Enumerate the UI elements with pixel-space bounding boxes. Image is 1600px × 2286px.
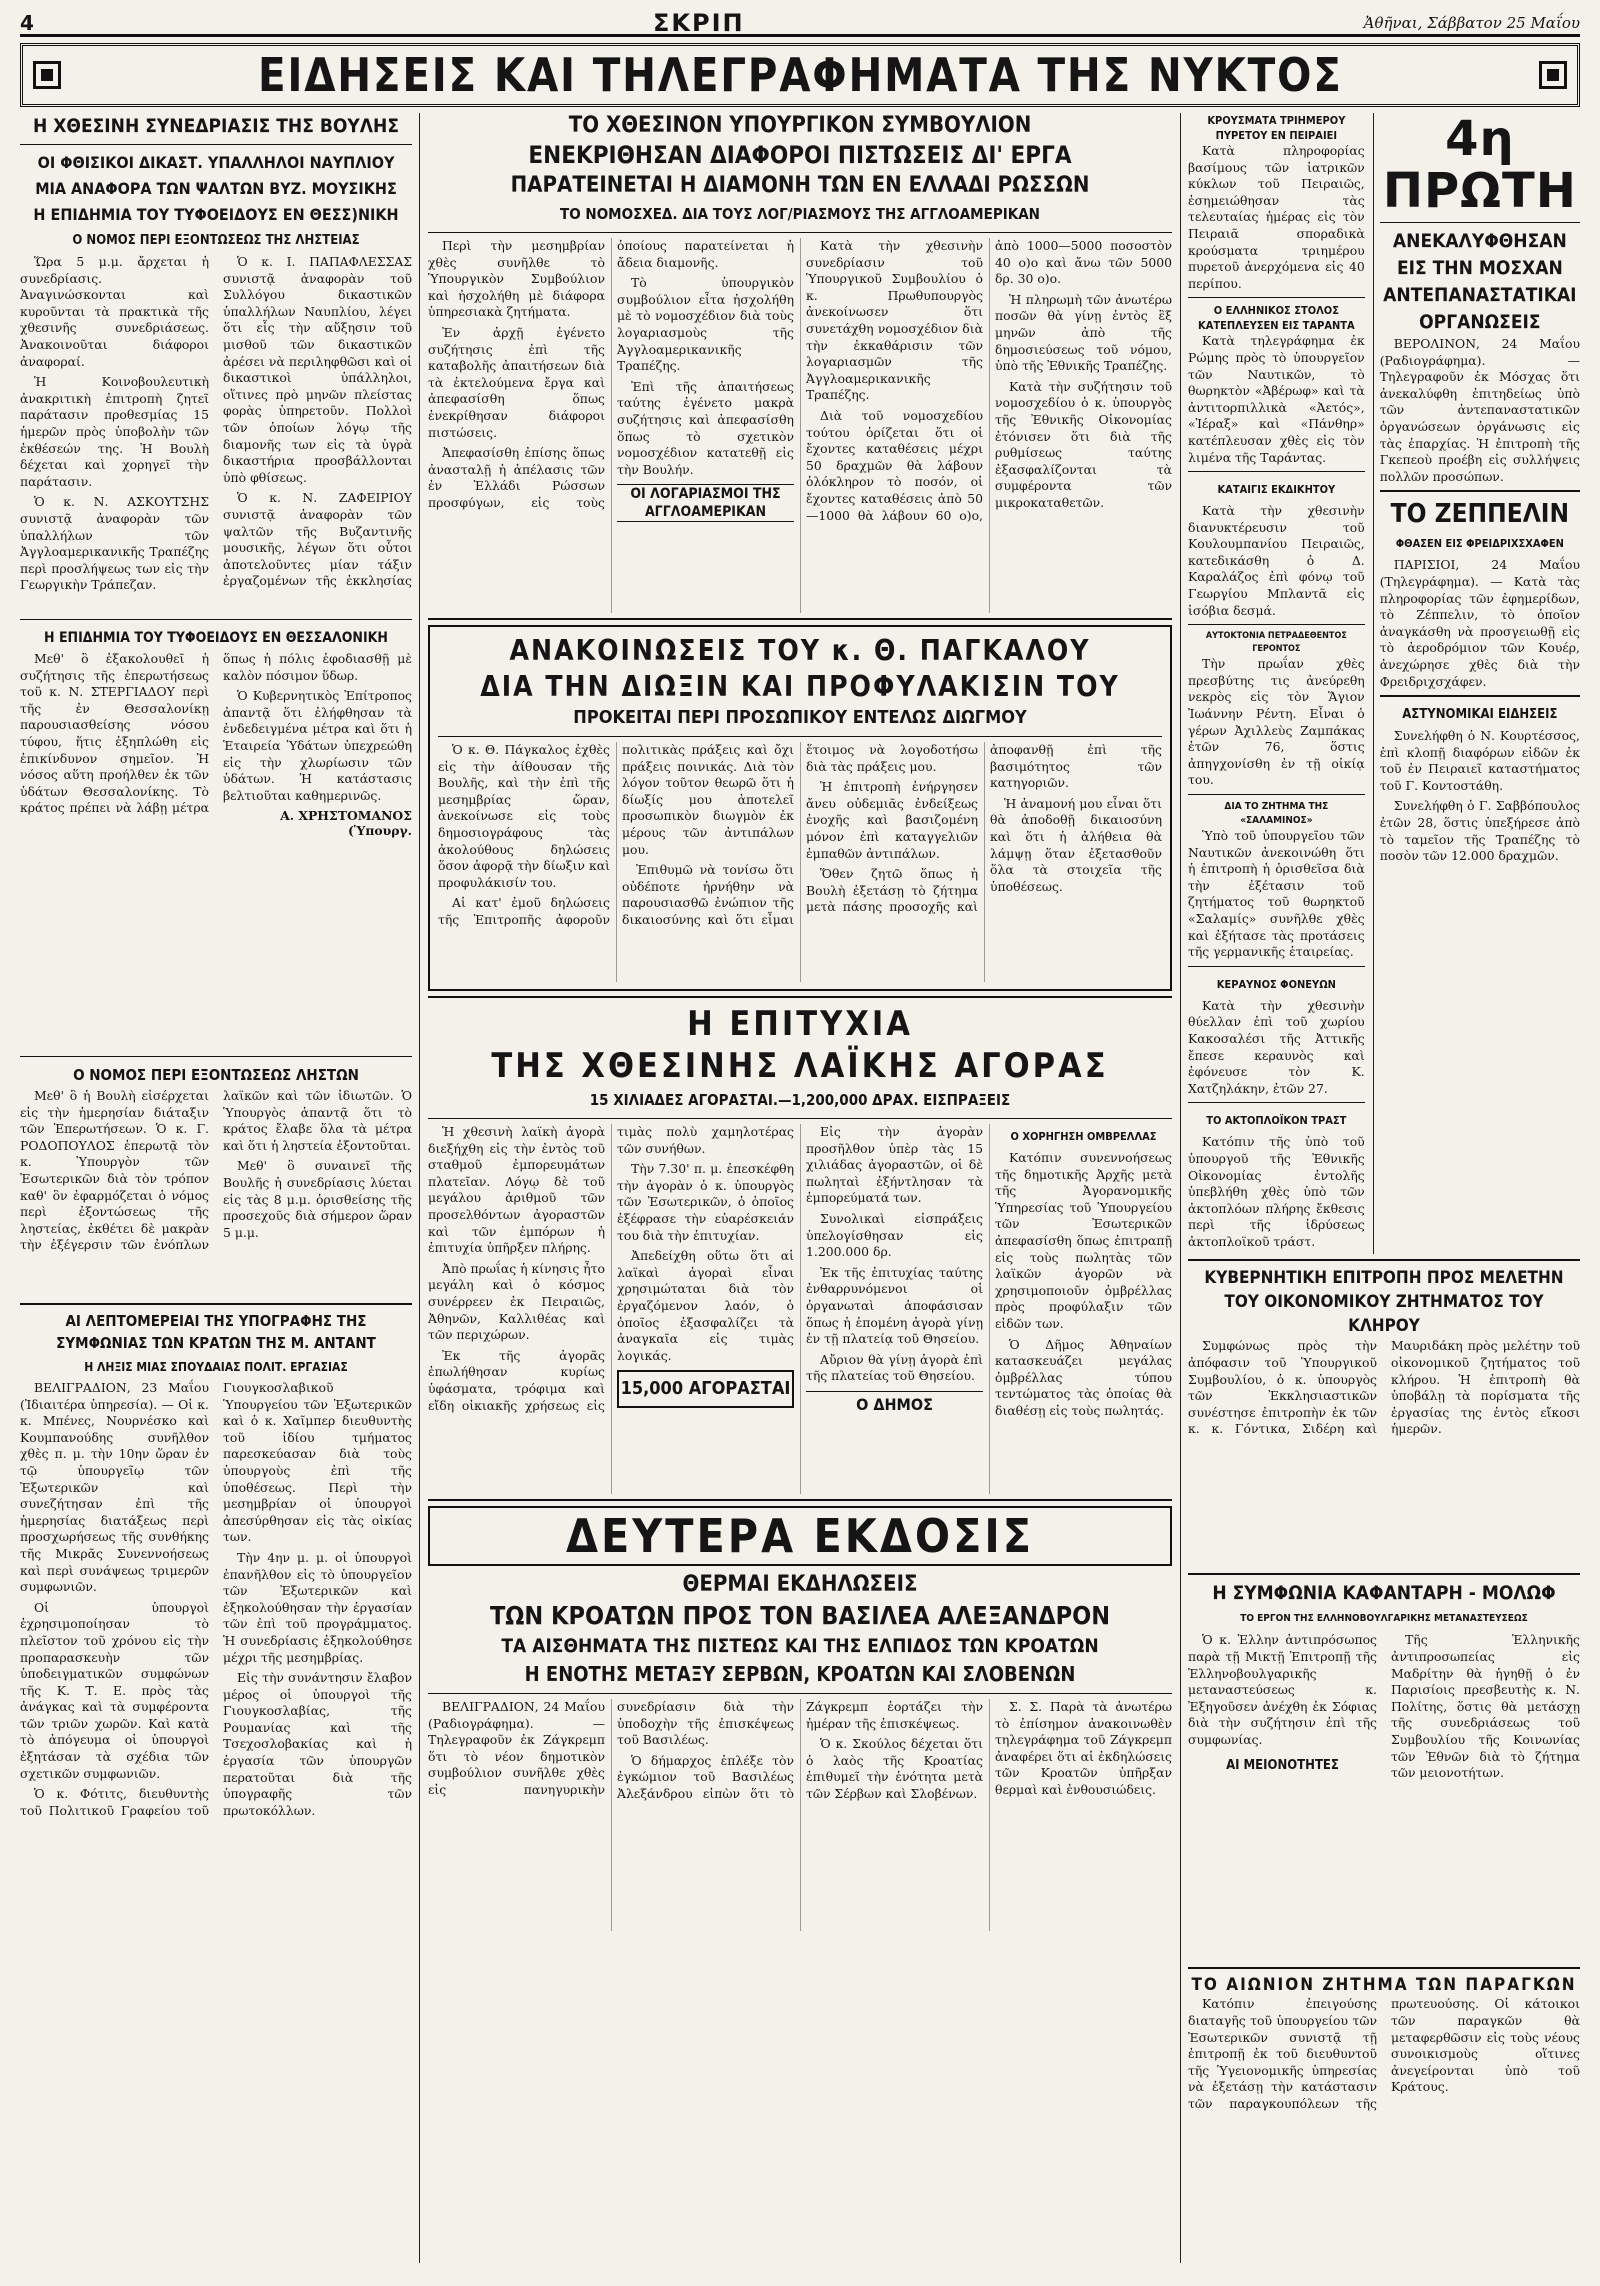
headline: ΤΗΣ ΧΘΕΣΙΝΗΣ ΛΑΪΚΗΣ ΑΓΟΡΑΣ <box>491 1046 1109 1086</box>
article-paragraph: Ὁ δήμαρχος ἐπλέξε τὸν ἐγκώμιον τοῦ Βασιλέως Ἀλεξάνδρου εἰπὼν ὅτι τὸ Ζάγκρεμπ ἑορτάζει τὴν ἡμέραν τῆς ἐπισκέψεως. <box>617 1699 983 1801</box>
headline: ΤΩΝ ΚΡΟΑΤΩΝ ΠΡΟΣ ΤΟΝ ΒΑΣΙΛΕΑ ΑΛΕΞΑΝΔΡΟΝ <box>489 1601 1111 1630</box>
ornament-square-icon <box>33 61 61 89</box>
subheadline: ΑΣΤΥΝΟΜΙΚΑΙ ΕΙΔΗΣΕΙΣ <box>1402 707 1558 723</box>
headline: ΑΝΕΚΑΛΥΦΘΗΣΑΝ ΕΙΣ ΤΗΝ ΜΟΣΧΑΝ ΑΝΤΕΠΑΝΑΣΤΑΤΙΚΑΙ ΟΡΓΑΝΩΣΕΙΣ <box>1383 230 1577 333</box>
headline: ΠΑΡΑΤΕΙΝΕΤΑΙ Η ΔΙΑΜΟΝΗ ΤΩΝ ΕΝ ΕΛΛΑΔΙ ΡΩΣΣΩΝ <box>510 173 1090 198</box>
article-paragraph: Κατὰ τὴν χθεσινὴν συνεδρίασιν τοῦ Ὑπουργικοῦ Συμβουλίου ὁ κ. Πρωθυπουργὸς ἀνεκοίνωσεν ὅτι συνετάχθη νομοσχέδιον διὰ τὴν ἐκκαθάρισιν τῶν λογαριασμῶν τῆς Ἀγγλοαμερικανικῆς Τραπέζης. <box>806 238 983 403</box>
subheadline: ΤΟ ΕΡΓΟΝ ΤΗΣ ΕΛΛΗΝΟΒΟΥΛΓΑΡΙΚΗΣ ΜΕΤΑΝΑΣΤΕΥΣΕΩΣ <box>1240 1613 1528 1625</box>
subheadline: Ο ΕΛΛΗΝΙΚΟΣ ΣΤΟΛΟΣ ΚΑΤΕΠΛΕΥΣΕΝ ΕΙΣ ΤΑΡΑΝΤΑ <box>1198 304 1355 333</box>
article-paragraph: Μεθ' ὃ συναινεῖ τῆς Βουλῆς ἡ συνεδρίασις λύεται εἰς τὰς 8 μ.μ. ὁρισθείσης τῆς προσεχοῦς διὰ σήμερον ὥραν 5 μ.μ. <box>223 1158 412 1240</box>
subheadline: ΟΙ ΦΘΙΣΙΚΟΙ ΔΙΚΑΣΤ. ΥΠΑΛΛΗΛΟΙ ΝΑΥΠΛΙΟΥ <box>37 153 395 172</box>
article-paragraph: Ὑπὸ τοῦ ὑπουργεῖου τῶν Ναυτικῶν ἀνεκοινώθη ὅτι ἡ ἐπιτροπὴ ἡ ὁρισθεῖσα διὰ τὴν ἐξέτασιν τοῦ ζητήματος τοῦ θωρηκτοῦ «Σαλαμίς» συνῆλθε χθὲς καὶ ἐξήτασε τὰς προτάσεις τῆς γερμανικῆς ἑταιρείας. <box>1188 828 1365 960</box>
headline: ΘΕΡΜΑΙ ΕΚΔΗΛΩΣΕΙΣ <box>682 1572 918 1597</box>
article-paragraph: Εἰς τὴν ἀγορὰν προσῆλθον ὑπὲρ τὰς 15 χιλιάδας ἀγοραστῶν, οἱ δὲ πωληταὶ ἐξήντλησαν τὰ ἐμπορεύματά των. <box>806 1124 983 1206</box>
article-paragraph: Συνελήφθη ὁ Γ. Σαββόπουλος ἐτῶν 28, ὅστις ὑπεξήρεσε ἀπὸ τὸ ταμεῖον τῆς Τραπέζης τὸ ποσὸν τῶν 12.000 δραχμῶν. <box>1379 798 1580 864</box>
headline: ΤΑ ΑΙΣΘΗΜΑΤΑ ΤΗΣ ΠΙΣΤΕΩΣ ΚΑΙ ΤΗΣ ΕΛΠΙΔΟΣ ΤΩΝ ΚΡΟΑΤΩΝ <box>501 1635 1099 1657</box>
headline: Η ΧΘΕΣΙΝΗ ΣΥΝΕΔΡΙΑΣΙΣ ΤΗΣ ΒΟΥΛΗΣ <box>32 115 400 137</box>
subheadline: Η ΕΠΙΔΗΜΙΑ ΤΟΥ ΤΥΦΟΕΙΔΟΥΣ ΕΝ ΘΕΣΣ)ΝΙΚΗ <box>33 205 399 224</box>
masthead-title: ΣΚΡΙΠ <box>652 9 745 37</box>
boxed-heading <box>617 1370 794 1408</box>
article-paragraph: Ἐκ τῆς ἀγορᾶς ἐπωλήθησαν κυρίως ὑφάσματα, τρόφιμα καὶ εἴδη οἰκιακῆς χρήσεως εἰς τιμὰς πολὺ χαμηλοτέρας τῶν συνήθων. <box>428 1124 794 1413</box>
article-paragraph: Ὁ κ. Φότιτς, διευθυντὴς τοῦ Πολιτικοῦ Γραφείου τοῦ Γιουγκοσλαβικοῦ Ὑπουργείου τῶν Ἐξωτερικῶν καὶ ὁ κ. Χαῖμπερ διευθυντὴς τοῦ ἰδίου τμήματος παρεσκεύασαν διὰ τοὺς ὑπουργοὺς ἐπὶ τῆς ὑποθέσεως. Περὶ τὴν μεσημβρίαν οἱ ὑπουργοὶ ἀπεσύρθησαν εἰς τὰς οἰκίας των. <box>20 1380 412 1818</box>
pangalos-box <box>428 625 1172 991</box>
headline: 15,000 ΑΓΟΡΑΣΤΑΙ <box>620 1378 791 1400</box>
fourth-edition-block <box>1373 113 1580 1254</box>
subheadline: ΑΥΤΟΚΤΟΝΙΑ ΠΕΤΡΑΔΕΘΕΝΤΟΣ ΓΕΡΟΝΤΟΣ <box>1205 631 1347 655</box>
article-paragraph: Τὸ ὑπουργικὸν συμβούλιον εἶτα ἠσχολήθη μὲ τὸ νομοσχέδιον διὰ τοὺς λογαριασμοὺς τῆς Ἀγγλοαμερικανικῆς Τραπέζης. <box>617 275 794 374</box>
article-paragraph: Ἐπὶ τῆς ἀπαιτήσεως ταύτης ἐγένετο μακρὰ συζήτησις καὶ ἀπεφασίσθη ὅπως τὸ σχετικὸν νομοσχέδιον κατατεθῇ εἰς τὴν Βουλήν. <box>617 378 794 477</box>
article-paragraph: ΠΑΡΙΣΙΟΙ, 24 Μαΐου (Τηλεγράφημα). — Κατὰ τὰς πληροφορίας τῶν ἐφημερίδων, τὸ Ζέππελιν, τὸ ὁποῖον ἀναγκάσθη νὰ προσγειωθῇ εἰς τὸ ἀεροδρόμιον τῶν Κουέρ, ἀνεχώρησε χθὲς διὰ τὴν Φρειδριχσχάφεν. <box>1379 557 1580 689</box>
subheadline: ΜΙΑ ΑΝΑΦΟΡΑ ΤΩΝ ΨΑΛΤΩΝ ΒΥΖ. ΜΟΥΣΙΚΗΣ <box>35 179 397 198</box>
fourth-edition-label: 4η ΠΡΩΤΗ <box>1382 113 1577 219</box>
center-column <box>428 113 1172 1931</box>
subheadline: ΤΟ ΝΟΜΟΣΧΕΔ. ΔΙΑ ΤΟΥΣ ΛΟΓ/ΡΙΑΣΜΟΥΣ ΤΗΣ ΑΓΓΛΟΑΜΕΡΙΚΑΝ <box>560 205 1040 223</box>
banner-title: ΕΙΔΗΣΕΙΣ ΚΑΙ ΤΗΛΕΓΡΑΦΗΜΑΤΑ ΤΗΣ ΝΥΚΤΟΣ <box>257 48 1343 102</box>
article-paragraph: Ἐπιθυμῶ νὰ τονίσω ὅτι οὐδέποτε ἠρνήθην νὰ παρουσιασθῶ ἐνώπιον τῆς δικαιοσύνης καὶ ὅτι εἶμαι ἕτοιμος νὰ λογοδοτήσω διὰ τὰς πράξεις μου. <box>622 742 978 927</box>
article-paragraph: Περὶ τὴν μεσημβρίαν χθὲς συνῆλθε τὸ Ὑπουργικὸν Συμβούλιον καὶ ἠσχολήθη μὲ διάφορα ὑπηρεσιακὰ ζητήματα. <box>428 238 605 320</box>
article-paragraph: Συνολικαὶ εἰσπράξεις ὑπελογίσθησαν εἰς 1.200.000 δρ. <box>806 1210 983 1260</box>
article-paragraph: Αὔριον θὰ γίνῃ ἀγορὰ ἐπὶ τῆς πλατείας τοῦ Θησείου. <box>806 1351 983 1384</box>
article-paragraph: Τῆς Ἑλληνικῆς ἀντιπροσωπείας εἰς Μαδρίτην θὰ ἡγηθῇ ὁ ἐν Παρισίοις πρεσβευτὴς κ. Ν. Πολίτης, ὅστις θὰ μετάσχῃ τῆς συνεδριάσεως τοῦ Συμβουλίου τῆς Κοινωνίας τῶν Ἐθνῶν διὰ τὸ ζήτημα τῶν μειονοτήτων. <box>1391 1632 1580 1781</box>
article-paragraph: ΒΕΡΟΛΙΝΟΝ, 24 Μαΐου (Ραδιογράφημα). — Τηλεγραφοῦν ἐκ Μόσχας ὅτι ἀνεκαλύφθη ἐπιτηδείως ὑπὸ τῶν ἀντεπαναστατικῶν ὀργανώσεων ὀργάνωσις εἰς τὰς ἐπαρχίας. Ἡ ἐπιτροπὴ τῆς Γκεπεοὺ προέβη εἰς συλλήψεις πολλῶν προσώπων. <box>1379 336 1580 484</box>
article-paragraph: Ὁ Δῆμος Ἀθηναίων κατασκευάζει μεγάλας ὀμβρέλλας τύπου τεντώματος τὰς ὁποίας θὰ διαθέσῃ εἰς τοὺς πωλητάς. <box>995 1336 1172 1418</box>
article-paragraph: Ὁ κ. Ι. ΠΑΠΑΦΛΕΣΣΑΣ συνιστᾷ ἀναφορὰν τοῦ Συλλόγου δικαστικῶν ὑπαλλήλων Ναυπλίου, λέγει ὅτι εἷς τὴν αὔξησιν τοῦ μισθοῦ τῶν δικαστικῶν ἀρέσει νὰ περιληφθῶσι καὶ οἱ δικαστικοὶ ὑπάλληλοι, οἵτινες πρὸ μηνῶν πλείστας φορὰς ὑπηρετοῦν. Πολλοὶ τῶν ὁποίων λόγῳ τῆς διαμονῆς των εἰς τὰ ὑγρὰ δικαστήρια προσβάλλονται ὑπὸ φθίσεως. <box>223 254 412 485</box>
headline: ΚΥΒΕΡΝΗΤΙΚΗ ΕΠΙΤΡΟΠΗ ΠΡΟΣ ΜΕΛΕΤΗΝ ΤΟΥ ΟΙΚΟΝΟΜΙΚΟΥ ΖΗΤΗΜΑΤΟΣ ΤΟΥ ΚΛΗΡΟΥ <box>1204 1268 1564 1337</box>
article-paragraph: Ἡ πληρωμὴ τῶν ἀνωτέρω ποσῶν θὰ γίνῃ ἐντὸς ἓξ μηνῶν ἀπὸ τῆς δημοσιεύσεως τοῦ νόμου, ὑπὸ τῆς Ἐθνικῆς Τραπέζης. <box>995 291 1172 374</box>
article-paragraph: ΒΕΛΙΓΡΑΔΙΟΝ, 23 Μαΐου (Ἰδιαιτέρα ὑπηρεσία). — Οἱ κ. κ. Μπένες, Νουρνέσκο καὶ Κουμπανούδης συνῆλθον χθὲς π. μ. τὴν 10ην ὥραν ἐν τῷ ὑπουργεῖῳ τῶν Ἐξωτερικῶν καὶ συνεζήτησαν ἐπὶ τῆς ἡμερησίας διατάξεως περὶ προσχωρήσεως τῆς συνθήκης τῆς Μικρᾶς Συνεννοήσεως καὶ περὶ συνάψεως τριμερῶν συμφωνιῶν. <box>20 1380 209 1595</box>
article-paragraph: Τὴν πρωΐαν χθὲς πρεσβύτης τις ἀνεύρεθη νεκρὸς εἰς τὸν Ἅγιον Ἰωάννην Ρέντη. Εἶναι ὁ γέρων Ἀχιλλεὺς Ζαμπάκας ἐτῶν 76, ὅστις ἀπηγχονίσθη ἐν τῇ οἰκίᾳ του. <box>1188 656 1365 788</box>
date-line: Ἀθῆναι, Σάββατον 25 Μαΐου <box>1363 14 1580 32</box>
headline: Η ΣΥΜΦΩΝΙΑ ΚΑΦΑΝΤΑΡΗ - ΜΟΛΩΦ <box>1212 1582 1556 1605</box>
article-paragraph: Ὅθεν ζητῶ ὅπως ἡ Βουλὴ ἐξετάσῃ τὸ ζήτημα μετὰ πάσης προσοχῆς καὶ ἀποφανθῇ ἐπὶ τῆς βασιμότητος τῶν κατηγοριῶν. <box>806 742 1162 915</box>
article-paragraph: Οἱ ὑπουργοὶ ἐχρησιμοποίησαν τὸ πλεῖστον τοῦ χρόνου εἰς τὴν προπαρασκευὴν τῶν ὑποδειγματικῶν συμφώνων τῆς Κ. Τ. Ε. πρὸς τὰς ἀνάγκας καὶ τὰ συμφέροντα τῶν τριῶν χωρῶν. Καὶ κατὰ τὸ ἀπόγευμα οἱ ὑπουργοὶ ἐξητάσαν τὰ σχέδια τῶν σχετικῶν συμφωνιῶν. <box>20 1599 209 1781</box>
article-paragraph: Ἡ ἀναμονή μου εἶναι ὅτι θὰ ἀποδοθῇ δικαιοσύνη καὶ ὅτι ἡ ἀλήθεια θὰ λάμψῃ ὅταν ἐξετασθοῦν ὅλα τὰ στοιχεῖα τῆς ὑποθέσεως. <box>990 795 1162 894</box>
subheadline: Ο ΝΟΜΟΣ ΠΕΡΙ ΕΞΟΝΤΩΣΕΩΣ ΤΗΣ ΛΗΣΤΕΙΑΣ <box>72 233 360 248</box>
article-paragraph: Κατὰ τὴν χθεσινὴν διανυκτέρευσιν τοῦ Κουλουμπανίου Πειραιῶς, κατεδικάσθη ὁ Δ. Καραλάζος ἐπὶ φόνῳ τοῦ Γεωργίου Μπλαντᾶ εἰς ἰσόβια δεσμά. <box>1188 503 1365 618</box>
page-number: 4 <box>20 11 34 35</box>
article-paragraph: Ὥρα 5 μ.μ. ἄρχεται ἡ συνεδρίασις. Ἀναγινώσκονται καὶ κυροῦνται τὰ πρακτικὰ τῆς χθεσινῆς συνεδριάσεως. Ἀνακοινοῦται διάφοροι ἀναφοραί. <box>20 254 209 369</box>
headline: ΑΝΑΚΟΙΝΩΣΕΙΣ ΤΟΥ κ. Θ. ΠΑΓΚΑΛΟΥ <box>509 634 1091 667</box>
headline: ΕΝΕΚΡΙΘΗΣΑΝ ΔΙΑΦΟΡΟΙ ΠΙΣΤΩΣΕΙΣ ΔΙ' ΕΡΓΑ <box>528 141 1072 169</box>
masthead <box>20 9 1580 37</box>
article-paragraph: Τὴν 4ην μ. μ. οἱ ὑπουργοὶ ἐπανῆλθον εἰς τὸ ὑπουργεῖον τῶν Ἐξωτερικῶν καὶ ἐξηκολούθησαν τὴν ἐργασίαν τῶν ἐπὶ τοῦ προγράμματος. Ἡ συνεδρίασις ἐξηκολούθησε μέχρι τῆς μεσημβρίας. <box>223 1549 412 1665</box>
article-paragraph: Αἱ κατ' ἐμοῦ δηλώσεις τῆς Ἐπιτροπῆς ἀφοροῦν πολιτικὰς πράξεις καὶ ὄχι πράξεις ποινικάς. Διὰ τὸν λόγον τοῦτον θεωρῶ ὅτι ἡ δίωξίς μου ἀποτελεῖ προσωπικὸν διωγμὸν ἐκ μέρους τῶν ἀντιπάλων μου. <box>438 742 794 927</box>
right-top <box>1188 113 1580 1254</box>
subheadline: ΑΙ ΜΕΙΟΝΟΤΗΤΕΣ <box>1226 1757 1339 1773</box>
article-paragraph: Κατόπιν ἐπειγούσης διαταγῆς τοῦ ὑπουργείου τῶν Ἐσωτερικῶν συνιστᾷ τῇ ἐπιτροπῇ ἐκ τοῦ διευθυντοῦ τῆς Ὑγειονομικῆς ὑπηρεσίας νὰ ἐξετάσῃ τὴν κατάστασιν τῶν παραγκουπόλεων τῆς πρωτευούσης. Οἱ κάτοικοι τῶν παραγκῶν θὰ μεταφερθῶσιν εἰς τοὺς νέους συνοικισμοὺς οἵτινες ἀνεγείρονται ὑπὸ τοῦ Κράτους. <box>1188 1996 1580 2112</box>
article-paragraph: Ὁ κ. Σκούλος δέχεται ὅτι ὁ λαὸς τῆς Κροατίας ἐπιθυμεῖ τὴν ἑνότητα μετὰ τῶν Σέρβων καὶ Σλοβένων. <box>806 1736 983 1801</box>
left-column <box>20 113 412 1940</box>
article-paragraph: Ἀπὸ πρωΐας ἡ κίνησις ἦτο μεγάλη καὶ ὁ κόσμος συνέρρεεν ἐκ Πειραιῶς, Ἀθηνῶν, Καλλιθέας καὶ τῶν περιχώρων. <box>428 1260 605 1343</box>
subheadline: Ο ΝΟΜΟΣ ΠΕΡΙ ΕΞΟΝΤΩΣΕΩΣ ΛΗΣΤΩΝ <box>73 1066 359 1084</box>
headline: Η ΕΝΟΤΗΣ ΜΕΤΑΞΥ ΣΕΡΒΩΝ, ΚΡΟΑΤΩΝ ΚΑΙ ΣΛΟΒΕΝΩΝ <box>524 1662 1076 1686</box>
article-paragraph: Κατὰ τηλεγράφημα ἐκ Ρώμης πρὸς τὸ ὑπουργεῖον τῶν Ναυτικῶν, τὸ θωρηκτὸν «Ἀβέρωφ» καὶ τὰ ἀντιτορπιλλικὰ «Ἀετός», «Ἱέραξ» καὶ «Πάνθηρ» κατέπλευσαν χθὲς εἰς τὸν λιμένα τῆς Ταράντας. <box>1188 333 1365 465</box>
article-paragraph: Ἐκ τῆς ἐπιτυχίας ταύτης ἐνθαρρυνόμενοι οἱ ὀργανωταὶ ἀποφάσισαν ὅπως ἡ ἑπομένη ἀγορὰ γίνῃ ἐν τῇ πλατείᾳ τοῦ Θησείου. <box>806 1264 983 1347</box>
subheadline: ΠΡΟΚΕΙΤΑΙ ΠΕΡΙ ΠΡΟΣΩΠΙΚΟΥ ΕΝΤΕΛΩΣ ΔΙΩΓΜΟΥ <box>573 707 1027 728</box>
columns <box>20 113 1580 2263</box>
subheadline: Η ΛΗΞΙΣ ΜΙΑΣ ΣΠΟΥΔΑΙΑΣ ΠΟΛΙΤ. ΕΡΓΑΣΙΑΣ <box>84 1360 348 1374</box>
article-paragraph: Εἰς τὴν συνάντησιν ἔλαβον μέρος οἱ ὑπουργοὶ τῆς Γιουγκοσλαβίας, τῆς Ρουμανίας καὶ τῆς Τσεχοσλοβακίας καὶ ἡ ἐργασία τῶν ὑπουργῶν περατοῦται διὰ τῆς ὑπογραφῆς τῶν πρωτοκόλλων. <box>223 1670 412 1818</box>
article-paragraph: Συνελήφθη ὁ Ν. Κουρτέσσος, ἐπὶ κλοπῇ διαφόρων εἰδῶν ἐκ τοῦ ἐν Πειραιεῖ καταστήματος τοῦ Γ. Κοντοστάθη. <box>1379 728 1580 793</box>
subheadline: ΤΟ ΑΚΤΟΠΛΟΪΚΟΝ ΤΡΑΣΤ <box>1206 1114 1347 1128</box>
headline: ΤΟ ΑΙΩΝΙΟΝ ΖΗΤΗΜΑ ΤΩΝ ΠΑΡΑΓΚΩΝ <box>1191 1975 1577 1996</box>
signature: Α. ΧΡΗΣΤΟΜΑΝΟΣ (Ὑπουργ. <box>280 808 412 839</box>
article-paragraph: Κατὰ τὴν χθεσινὴν θύελλαν ἐπὶ τοῦ χωρίου Κακοσαλέσι τῆς Ἀττικῆς ἔπεσε κεραυνὸς καὶ ἐφόνευσε τὸν Κ. Χατζηλάκην, ἐτῶν 27. <box>1188 997 1365 1096</box>
subheadline: Η ΕΠΙΔΗΜΙΑ ΤΟΥ ΤΥΦΟΕΙΔΟΥΣ ΕΝ ΘΕΣΣΑΛΟΝΙΚΗ <box>44 630 388 646</box>
article-paragraph: Μεθ' ὃ ἡ Βουλὴ εἰσέρχεται εἰς τὴν ἡμερησίαν διάταξιν τῶν Ἐπερωτήσεων. Ὁ κ. Γ. ΡΟΔΟΠΟΥΛΟΣ ἐπερωτᾷ τὸν κ. Ὑπουργὸν τῶν Ἐσωτερικῶν διὰ τὸν τρόπον καθ' ὃν ἐφαρμόζεται ὁ νόμος περὶ ἐξοντώσεως τῆς ληστείας, ἐκθέτει δὲ μακρὰν τὴν ἐξέγερσιν τῶν ἐνόπλων λαϊκῶν καὶ τῶν ἰδιωτῶν. Ὁ Ὑπουργὸς ἀπαντᾷ ὅτι τὸ κράτος ἔλαβε ὅλα τὰ μέτρα καὶ ὅτι ἡ ληστεία ἐξοντοῦται. <box>20 1088 412 1253</box>
newspaper-page <box>20 9 1580 2262</box>
subheadline: ΚΕΡΑΥΝΟΣ ΦΟΝΕΥΩΝ <box>1216 977 1336 991</box>
article-paragraph: Κατὰ πληροφορίας βασίμους τῶν ἰατρικῶν κύκλων τοῦ Πειραιῶς, ἐσημειώθησαν τὰς τελευταίας ἡμέρας εἰς τὸν Πειραιᾶ σποραδικὰ κρούσματα τριημέρου πυρετοῦ ἀνερχόμενα εἰς 40 περίπου. <box>1188 143 1365 291</box>
article-paragraph: Συμφώνως πρὸς τὴν ἀπόφασιν τοῦ Ὑπουργικοῦ Συμβουλίου, ὁ κ. ὑπουργὸς τῶν Ἐκκλησιαστικῶν συνέστησε ἐπιτροπὴν ἐκ τῶν κ. κ. Γόντικα, Σιδέρη καὶ Μαυριδάκη πρὸς μελέτην τοῦ οἰκονομικοῦ ζητήματος τοῦ κλήρου. Ἡ ἐπιτροπὴ θὰ ὑποβάλῃ τὰ πορίσματα τῆς ἐργασίας της ἐντὸς εἴκοσι ἡμερῶν. <box>1188 1338 1580 1437</box>
article-paragraph: Κατόπιν τῆς ὑπὸ τοῦ ὑπουργοῦ τῆς Ἐθνικῆς Οἰκονομίας ἐντολῆς ὑπεβλήθη χθὲς ὑπὸ τῶν ἀκτοπλόων πλήρης ἔκθεσις περὶ τῆς ἱδρύσεως ἀκτοπλοϊκοῦ τράστ. <box>1188 1134 1365 1249</box>
article-paragraph: Ἡ Κοινοβουλευτικὴ ἀνακριτικὴ ἐπιτροπὴ ζητεῖ παράτασιν προθεσμίας 15 ἡμερῶν πρὸς ὑποβολὴν τῶν ἐκθέσεών της. Ἡ Βουλὴ δέχεται καὶ χορηγεῖ τὴν παράτασιν. <box>20 374 209 489</box>
headline: ΤΟ ΖΕΠΠΕΛΙΝ <box>1390 499 1570 530</box>
section-banner <box>20 43 1580 107</box>
article-paragraph: Τὴν 7.30' π. μ. ἐπεσκέφθη τὴν ἀγορὰν ὁ κ. ὑπουργὸς τῶν Ἐσωτερικῶν, ὁ ὁποῖος ἐξέφρασε τὴν εὐαρέσκειάν του διὰ τὴν ἐπιτυχίαν. <box>617 1161 794 1243</box>
headline: ΤΟ ΧΘΕΣΙΝΟΝ ΥΠΟΥΡΓΙΚΟΝ ΣΥΜΒΟΥΛΙΟΝ <box>568 113 1032 138</box>
article-paragraph: Ὁ κ. Ν. ΑΣΚΟΥΤΣΗΣ συνιστᾷ ἀναφορὰν τῶν ὑπαλλήλων τῶν Ἀγγλοαμερικανικῆς Τραπέζης περὶ προσλήψεως των εἰς τὴν Γεωργικὴν Τράπεζαν. <box>20 494 209 593</box>
article-paragraph: Μεθ' ὃ ἐξακολουθεῖ ἡ συζήτησις τῆς ἐπερωτήσεως τοῦ κ. Ν. ΣΤΕΡΓΙΑΔΟΥ περὶ τῆς ἐν Θεσσαλονίκῃ παρουσιασθείσης νόσου τύφου, ἥτις ἐξηπλώθη εἰς ἐπικίνδυνον σημεῖον. Ἡ νόσος αὕτη προήλθεν ἐκ τῶν ὑδάτων Θεσσαλονίκης. Τὸ κράτος πρέπει νὰ λάβῃ μέτρα ὅπως ἡ πόλις ἐφοδιασθῇ μὲ καλὸν πόσιμον ὕδωρ. <box>20 651 412 816</box>
subheadline: 15 ΧΙΛΙΑΔΕΣ ΑΓΟΡΑΣΤΑΙ.—1,200,000 ΔΡΑΧ. ΕΙΣΠΡΑΞΕΙΣ <box>589 1091 1011 1109</box>
right-column <box>1188 113 1580 2186</box>
headline: ΑΙ ΛΕΠΤΟΜΕΡΕΙΑΙ ΤΗΣ ΥΠΟΓΡΑΦΗΣ ΤΗΣ ΣΥΜΦΩΝΙΑΣ ΤΩΝ ΚΡΑΤΩΝ ΤΗΣ Μ. ΑΝΤΑΝΤ <box>56 1312 376 1352</box>
subheadline: ΔΙΑ ΤΟ ΖΗΤΗΜΑ ΤΗΣ «ΣΑΛΑΜΙΝΟΣ» <box>1224 801 1329 826</box>
column-divider <box>419 113 420 2263</box>
article-paragraph: Ὁ κ. Ἐλλην ἀντιπρόσωπος παρὰ τῇ Μικτῇ Ἐπιτροπῇ τῆς Ἑλληνοβουλγαρικῆς μεταναστεύσεως κ. Ἐξηγοῦσεν ἀνέχθη ἐκ Σόφιας διὰ τὴν συζήτησιν ἐπὶ τῆς συμφωνίας. <box>1188 1632 1377 1748</box>
subheadline: ΚΡΟΥΣΜΑΤΑ ΤΡΙΗΜΕΡΟΥ ΠΥΡΕΤΟΥ ΕΝ ΠΕΙΡΑΙΕΙ <box>1207 114 1346 142</box>
subheadline: Ο ΧΟΡΗΓΗΣΗ ΟΜΒΡΕΛΛΑΣ <box>1010 1130 1157 1143</box>
article-paragraph: Κατὰ τὴν συζήτησιν τοῦ νομοσχεδίου ὁ κ. ὑπουργὸς τῆς Ἐθνικῆς Οἰκονομίας ἐτόνισεν ὅτι διὰ τῆς ρυθμίσεως ταύτης ἐξασφαλίζονται τὰ συμφέροντα τῶν μικροκαταθετῶν. <box>995 378 1172 510</box>
article-paragraph: Ὁ κ. Θ. Πάγκαλος ἐχθὲς εἰς τὴν ἀίθουσαν τῆς Βουλῆς, καὶ τὴν ἐπὶ τῆς μεσημβρίας ὥραν, ἀνεκοίνωσε εἰς τοὺς δημοσιογράφους τὰς ἀκολούθους δηλώσεις ὅσον ἀφορᾷ τὴν δίωξιν καὶ προφυλάκισίν του. <box>438 742 610 890</box>
column-divider <box>1180 113 1181 2263</box>
article-paragraph: Ἀπεδείχθη οὕτω ὅτι αἱ λαϊκαὶ ἀγοραὶ εἶναι χρησιμώταται διὰ τὸν ἐργαζόμενον λαόν, ὁ ὁποῖος ἐξασφαλίζει τὰ ἀναγκαῖα εἰς τιμὰς λογικάς. <box>617 1248 794 1363</box>
ornament-square-icon <box>1539 61 1567 89</box>
article-paragraph: Σ. Σ. Παρὰ τὰ ἀνωτέρω τὸ ἐπίσημον ἀνακοινωθὲν τηλεγράφημα τοῦ Ζάγκρεμπ ἀναφέρει ὅτι αἱ ἐκδηλώσεις τῶν Κροατῶν ὑπῆρξαν θερμαὶ καὶ ἐνθουσιώδεις. <box>995 1699 1172 1797</box>
article-paragraph: Ὁ κ. Ν. ΖΑΦΕΙΡΙΟΥ συνιστᾷ ἀναφορὰν τῶν ψαλτῶν τῆς Βυζαντινῆς μουσικῆς, λέγων ὅτι οὗτοι ἀποτελοῦντες μίαν τάξιν ἐργαζομένων τῆς ἐκκλησίας <box>223 490 412 589</box>
subheadline: ΦΘΑΣΕΝ ΕΙΣ ΦΡΕΙΔΡΙΧΣΧΑΦΕΝ <box>1395 537 1564 551</box>
article-paragraph: Ἡ ἐπιτροπὴ ἐνήργησεν ἄνευ οὐδεμιᾶς ἐνδείξεως ἐνοχῆς καὶ βασιζομένη μόνον ἐπὶ καταγγελιῶν ἐμπαθῶν ἀντιπάλων. <box>806 779 978 861</box>
headline: ΔΕΥΤΕΡΑ ΕΚΔΟΣΙΣ <box>428 1506 1172 1566</box>
article-paragraph: Ἐν ἀρχῇ ἐγένετο συζήτησις ἐπὶ τῆς καταβολῆς ἀπαιτήσεων διὰ τὰ ἐκτελούμενα ἔργα καὶ ἀπεφασίσθη ὅπως ἐνεκρίθησαν διάφοροι πιστώσεις. <box>428 324 605 440</box>
article-paragraph: Ὁ Κυβερνητικὸς Ἐπίτροπος ἀπαντᾷ ὅτι ἐλήφθησαν τὰ ἐνδεδειγμένα μέτρα καὶ ὅτι ἡ Ἑταιρεία Ὑδάτων ὑπεχρεώθη εἰς τὴν χλωρίωσιν τῶν ὑδάτων. Ἡ κατάστασις βελτιοῦται καθημερινῶς. <box>223 688 412 803</box>
headline: Ο ΔΗΜΟΣ <box>806 1391 983 1418</box>
article-paragraph: Κατόπιν συνεννοήσεως τῆς δημοτικῆς Ἀρχῆς μετὰ τῆς Ἀγορανομικῆς Ὑπηρεσίας τοῦ Ὑπουργείου τῶν Ἐσωτερικῶν ἀπεφασίσθη ὅπως ἐπιτραπῇ εἰς τοὺς πωλητὰς τῶν λαϊκῶν ἀγορῶν νὰ χρησιμοποιοῦν ὀμβρέλλας πρὸς προφύλαξιν τῶν εἰδῶν των. <box>995 1150 1172 1331</box>
subheadline: ΟΙ ΛΟΓΑΡΙΑΣΜΟΙ ΤΗΣ ΑΓΓΛΟΑΜΕΡΙΚΑΝ <box>617 484 794 522</box>
subheadline: ΚΑΤΑΙΓΙΣ ΕΚΔΙΚΗΤΟΥ <box>1217 483 1336 497</box>
article-paragraph: Ἀπεφασίσθη ἐπίσης ὅπως ἀνασταλῇ ἡ ἀπέλασις τῶν ἐν Ἑλλάδι Ρώσσων προσφύγων, εἰς τοὺς ὁποίους παρατείνεται ἡ ἄδεια διαμονῆς. <box>428 238 794 510</box>
headline: Η ΕΠΙΤΥΧΙΑ <box>687 1004 913 1044</box>
fever-story <box>1188 113 1365 1254</box>
article-paragraph: Διὰ τοῦ νομοσχεδίου τούτου ὁρίζεται ὅτι οἱ ἔχοντες καταθέσεις μέχρι 50 δραχμῶν θὰ λάβουν ὁλόκληρον τὸ ποσόν, οἱ ἔχοντες καταθέσεις ἀπὸ 50—1000 θὰ λάβουν 60 ο)ο, ἀπὸ 1000—5000 ποσοστὸν 40 ο)ο καὶ ἄνω τῶν 5000 δρ. 30 ο)ο. <box>806 238 1172 523</box>
headline: ΔΙΑ ΤΗΝ ΔΙΩΞΙΝ ΚΑΙ ΠΡΟΦΥΛΑΚΙΣΙΝ ΤΟΥ <box>480 670 1120 703</box>
article-paragraph: ΒΕΛΙΓΡΑΔΙΟΝ, 24 Μαΐου (Ραδιογράφημα). — Τηλεγραφοῦν ἐκ Ζάγκρεμπ ὅτι τὸ νέον δημοτικὸν συμβούλιον συνῆλθε χθὲς εἰς πανηγυρικὴν συνεδρίασιν διὰ τὴν ὑποδοχὴν τῆς ἐπισκέψεως τοῦ Βασιλέως. <box>428 1699 794 1797</box>
article-paragraph: Ἡ χθεσινὴ λαϊκὴ ἀγορὰ διεξήχθη εἰς τὴν ἐντὸς τοῦ σταθμοῦ ἐμπορευμάτων πλατεῖαν. Λόγῳ δὲ τοῦ μεγάλου ἀριθμοῦ τῶν προσελθόντων ἀγοραστῶν καὶ τῶν ἐμπόρων ἡ ἐπιτυχία ὑπῆρξεν πλήρης. <box>428 1124 605 1256</box>
